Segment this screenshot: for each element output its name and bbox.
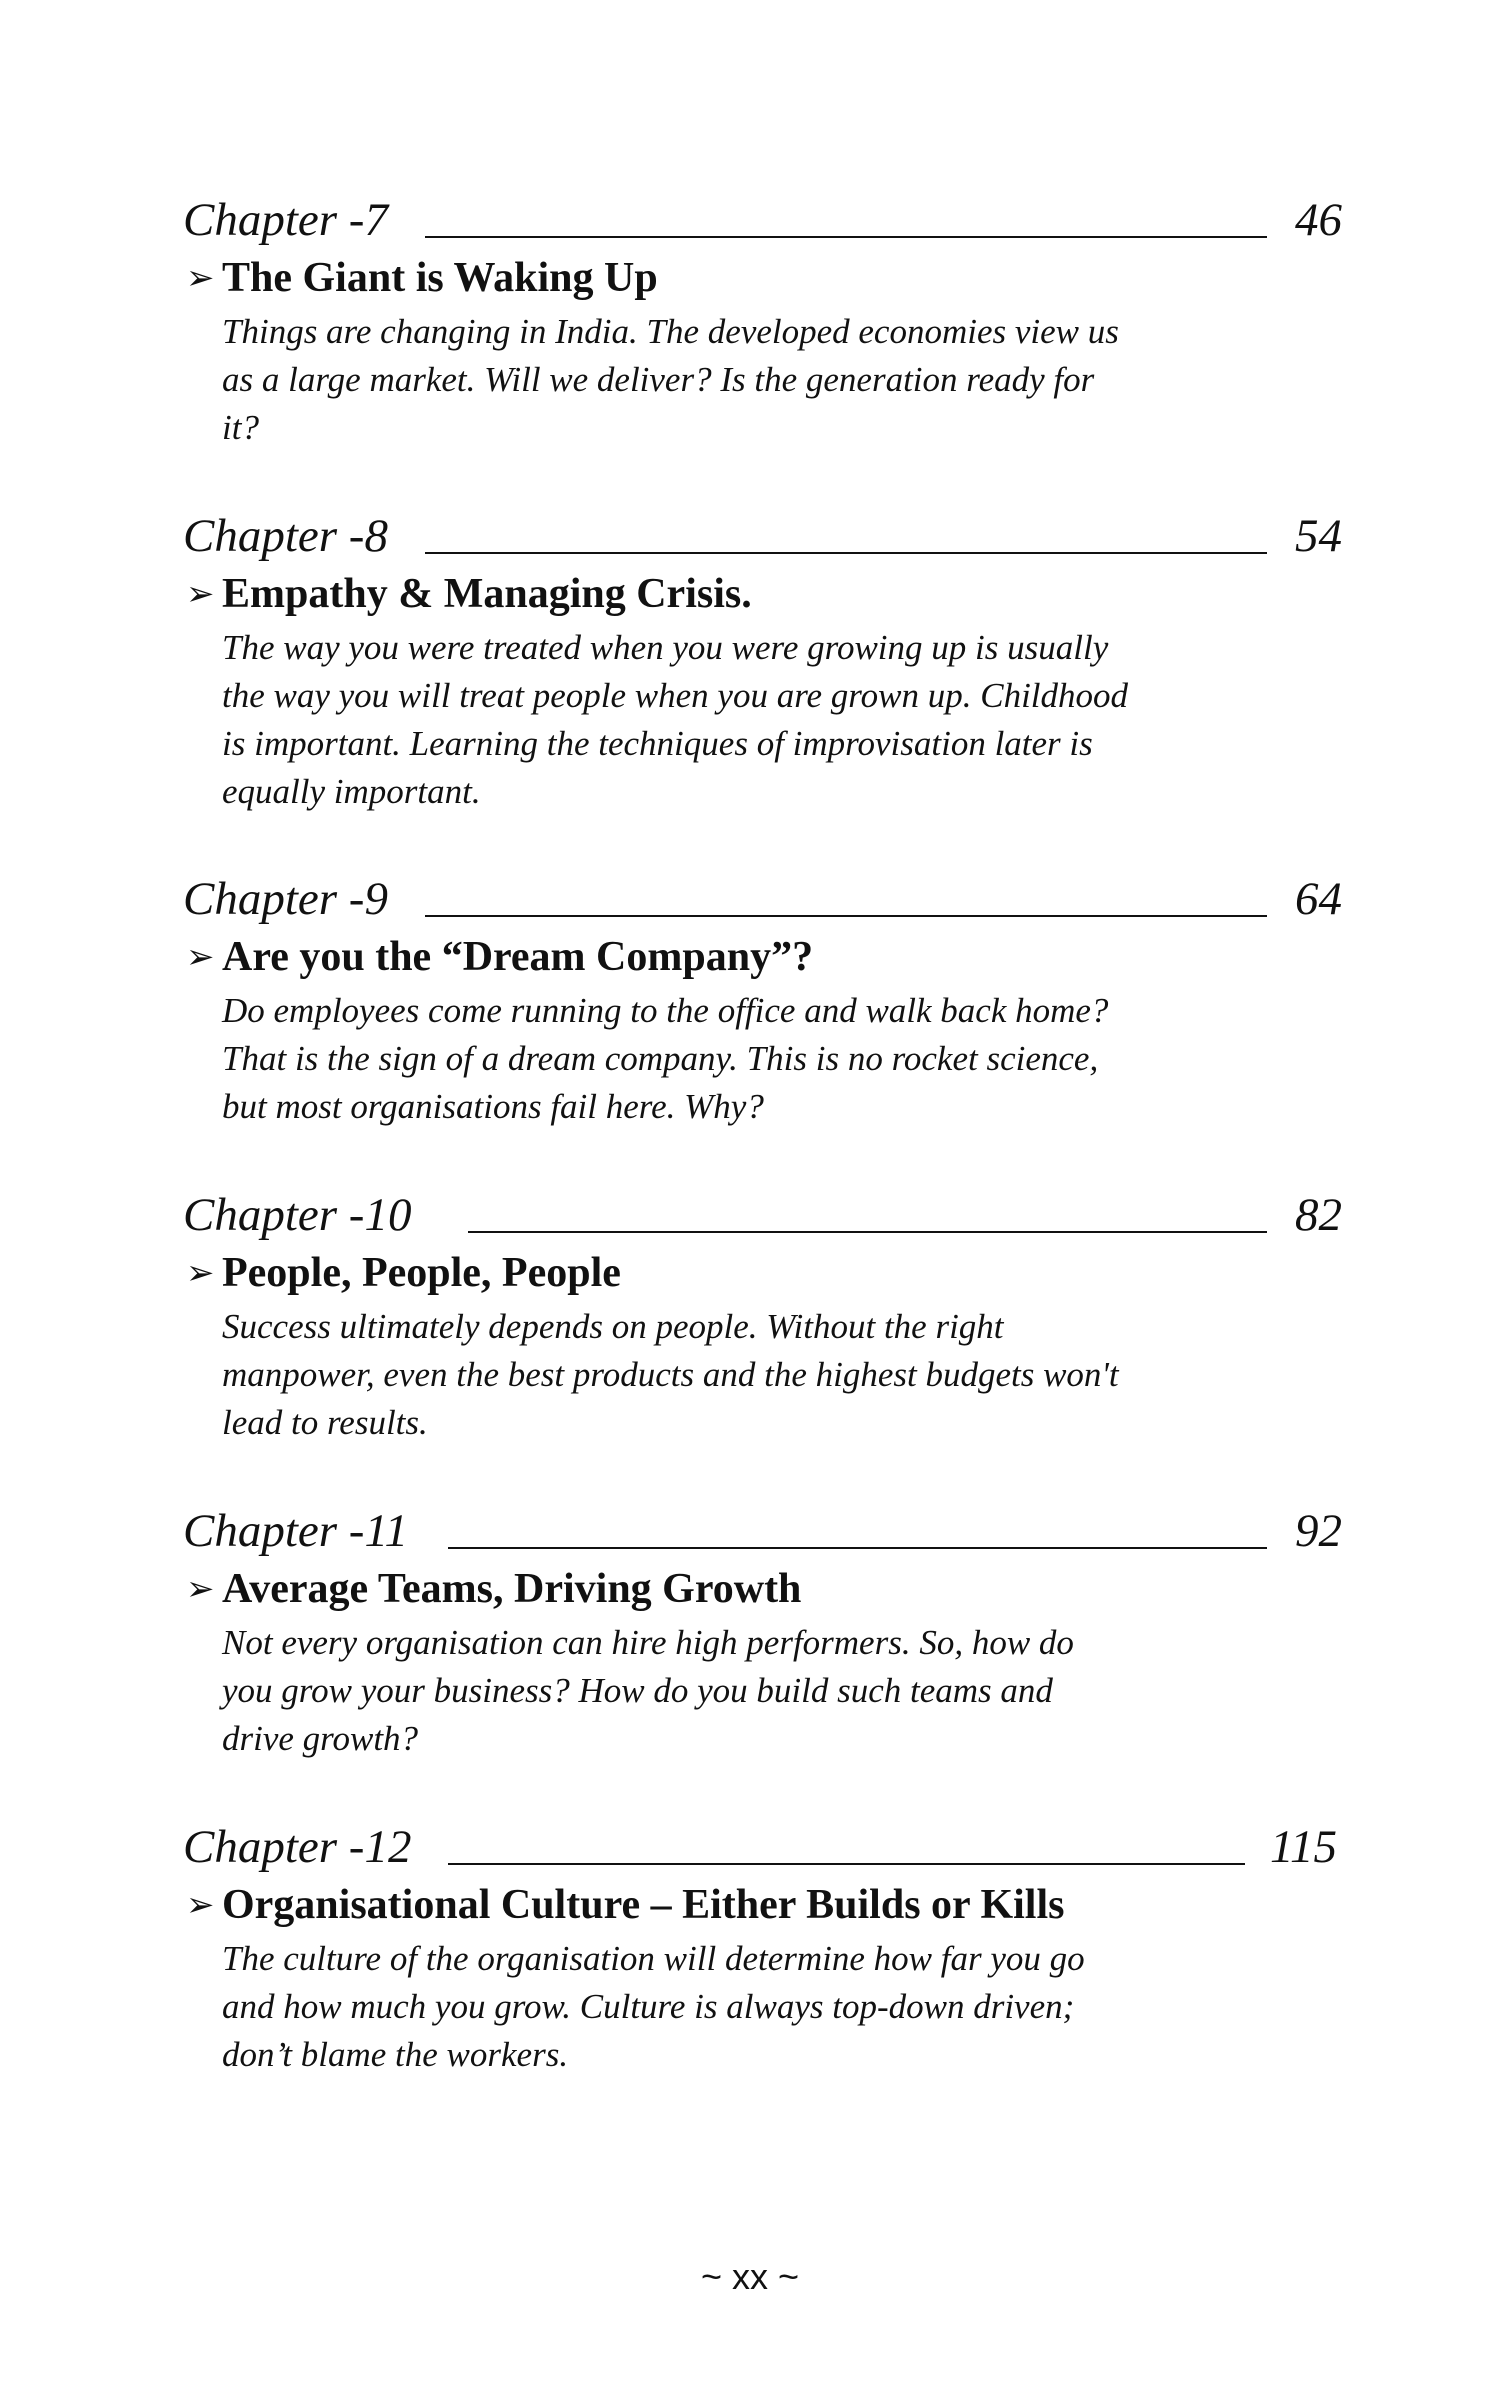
dotted-leader bbox=[448, 1547, 1267, 1549]
toc-entry-chapter-12 bbox=[0, 1817, 1500, 2079]
chapter-summary bbox=[222, 624, 1129, 816]
chapter-title: Are you the “Dream Company”? bbox=[222, 934, 814, 980]
dotted-leader bbox=[425, 236, 1267, 238]
arrowhead-bullet-icon: ➢ bbox=[186, 1253, 215, 1293]
chapter-heading-line bbox=[0, 869, 1500, 929]
page-number: 115 bbox=[1269, 1821, 1337, 1873]
dotted-leader bbox=[425, 915, 1267, 917]
chapter-summary bbox=[222, 987, 1109, 1131]
page-number: 46 bbox=[1295, 194, 1342, 246]
chapter-title: People, People, People bbox=[222, 1250, 621, 1296]
summary-line: and how much you grow. Culture is always top-down driven; bbox=[222, 1987, 1075, 2026]
chapter-label: Chapter -10 bbox=[183, 1189, 412, 1241]
dotted-leader bbox=[468, 1231, 1267, 1233]
summary-line: Success ultimately depends on people. Without the right bbox=[222, 1307, 1004, 1346]
arrowhead-bullet-icon: ➢ bbox=[186, 1885, 215, 1925]
chapter-label: Chapter -12 bbox=[183, 1821, 412, 1873]
chapter-title-line bbox=[0, 250, 1500, 306]
arrowhead-bullet-icon: ➢ bbox=[186, 937, 215, 977]
chapter-label: Chapter -9 bbox=[183, 873, 388, 925]
chapter-heading-line bbox=[0, 1817, 1500, 1877]
summary-line: manpower, even the best products and the highest budgets won't bbox=[222, 1355, 1119, 1394]
page-number: 64 bbox=[1295, 873, 1342, 925]
summary-line: lead to results. bbox=[222, 1403, 428, 1442]
dotted-leader bbox=[425, 552, 1267, 554]
summary-line: the way you will treat people when you are grown up. Childhood bbox=[222, 676, 1129, 715]
toc-entry-chapter-10 bbox=[0, 1185, 1500, 1447]
chapter-heading-line bbox=[0, 1185, 1500, 1245]
chapter-label: Chapter -11 bbox=[183, 1505, 408, 1557]
arrowhead-bullet-icon: ➢ bbox=[186, 574, 215, 614]
summary-line: The way you were treated when you were growing up is usually bbox=[222, 628, 1109, 667]
chapter-heading-line bbox=[0, 190, 1500, 250]
chapter-title: Empathy & Managing Crisis. bbox=[222, 571, 752, 617]
dotted-leader bbox=[448, 1863, 1245, 1865]
chapter-title-line bbox=[0, 929, 1500, 985]
chapter-title-line bbox=[0, 1877, 1500, 1933]
summary-line: it? bbox=[222, 408, 259, 447]
chapter-title: The Giant is Waking Up bbox=[222, 255, 658, 301]
toc-entry-chapter-11 bbox=[0, 1501, 1500, 1763]
summary-line: as a large market. Will we deliver? Is the generation ready for bbox=[222, 360, 1095, 399]
chapter-heading-line bbox=[0, 1501, 1500, 1561]
arrowhead-bullet-icon: ➢ bbox=[186, 258, 215, 298]
summary-line: That is the sign of a dream company. This is no rocket science, bbox=[222, 1039, 1099, 1078]
summary-line: you grow your business? How do you build such teams and bbox=[222, 1671, 1053, 1710]
chapter-title-line bbox=[0, 1245, 1500, 1301]
chapter-summary bbox=[222, 1619, 1088, 1763]
summary-line: Things are changing in India. The developed economies view us bbox=[222, 312, 1119, 351]
chapter-label: Chapter -8 bbox=[183, 510, 388, 562]
chapter-summary bbox=[222, 1303, 1119, 1447]
toc-entry-chapter-9 bbox=[0, 869, 1500, 1131]
chapter-summary bbox=[222, 1935, 1088, 2079]
summary-line: but most organisations fail here. Why? bbox=[222, 1087, 764, 1126]
chapter-title-line bbox=[0, 1561, 1500, 1617]
summary-line: Do employees come running to the office and walk back home? bbox=[222, 991, 1109, 1030]
chapter-title-line bbox=[0, 566, 1500, 622]
summary-line: drive growth? bbox=[222, 1719, 419, 1758]
summary-line: equally important. bbox=[222, 772, 481, 811]
arrowhead-bullet-icon: ➢ bbox=[186, 1569, 215, 1609]
page-number: 82 bbox=[1295, 1189, 1342, 1241]
summary-line: don’t blame the workers. bbox=[222, 2035, 569, 2074]
toc-entry-chapter-7 bbox=[0, 190, 1500, 452]
chapter-summary bbox=[222, 308, 1119, 452]
chapter-title: Average Teams, Driving Growth bbox=[222, 1566, 802, 1612]
toc-entry-chapter-8 bbox=[0, 506, 1500, 816]
summary-line: is important. Learning the techniques of improvisation later is bbox=[222, 724, 1093, 763]
chapter-title: Organisational Culture – Either Builds or Kills bbox=[222, 1882, 1065, 1928]
summary-line: Not every organisation can hire high performers. So, how do bbox=[222, 1623, 1074, 1662]
page-footer-number: ~ xx ~ bbox=[700, 2256, 800, 2297]
chapter-label: Chapter -7 bbox=[183, 194, 388, 246]
summary-line: The culture of the organisation will determine how far you go bbox=[222, 1939, 1085, 1978]
page-number: 54 bbox=[1295, 510, 1342, 562]
page-number: 92 bbox=[1295, 1505, 1342, 1557]
chapter-heading-line bbox=[0, 506, 1500, 566]
